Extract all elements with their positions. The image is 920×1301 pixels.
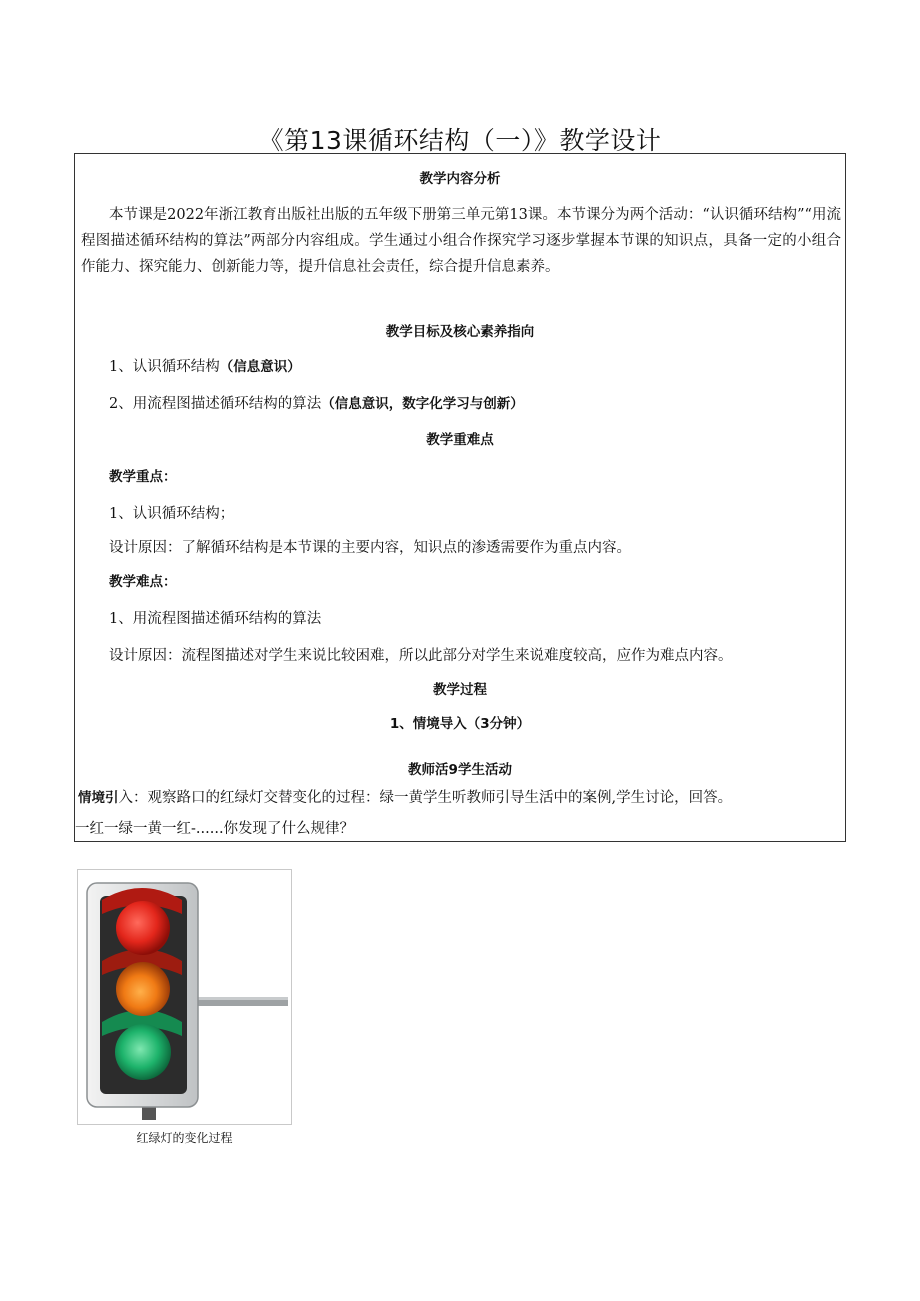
focus-item: 1、认识循环结构； — [109, 506, 235, 522]
difficulty-item: 1、用流程图描述循环结构的算法 — [109, 611, 322, 627]
focus-reason: 设计原因：了解循环结构是本节课的主要内容，知识点的渗透需要作为重点内容。 — [109, 540, 631, 556]
intro-line-2: 一红一绿一黄一红-......你发现了什么规律？ — [75, 821, 355, 837]
objectives-heading: 教学目标及核心素养指向 — [385, 324, 535, 340]
traffic-light-image — [77, 869, 292, 1125]
difficulty-reason: 设计原因：流程图描述对学生来说比较困难，所以此部分对学生来说难度较高，应作为难点内容。 — [109, 648, 733, 664]
objective-item-2-text: 2、用流程图描述循环结构的算法 — [109, 396, 322, 412]
intro-line — [78, 788, 732, 808]
lesson-table — [74, 153, 846, 842]
difficulty-label: 教学难点： — [109, 574, 177, 590]
analysis-heading: 教学内容分析 — [419, 171, 501, 187]
objective-item-1-tag: （信息意识） — [219, 359, 301, 375]
process-step-1: 1、情境导入（3分钟） — [389, 716, 531, 732]
image-caption: 红绿灯的变化过程 — [136, 1131, 233, 1145]
analysis-paragraph: 本节课是2022年浙江教育出版社出版的五年级下册第三单元第13课。本节课分为两个活动：“认识循环结构”“用流程图描述循环结构的算法”两部分内容组成。学生通过小组合作探究学习逐步掌握本节课的知识点，具备一定的小组合作能力、探究能力、创新能力等，提升信息社会责任，综合提升信息素养。 — [81, 207, 841, 275]
objective-item-2 — [109, 394, 524, 414]
traffic-light-illustration — [78, 870, 291, 1124]
objective-item-1 — [109, 357, 301, 377]
focus-label: 教学重点： — [109, 469, 177, 485]
activity-heading: 教师活9学生活动 — [408, 762, 512, 778]
objective-item-1-text: 1、认识循环结构 — [109, 359, 220, 375]
objective-item-2-tag: （信息意识，数字化学习与创新） — [321, 396, 524, 412]
intro-label: 情境引 — [78, 790, 119, 806]
process-heading: 教学过程 — [433, 682, 487, 698]
document-title: 《第13课循环结构（一）》教学设计 — [258, 126, 662, 155]
keypoints-heading: 教学重难点 — [426, 432, 494, 448]
intro-text: 入：观察路口的红绿灯交替变化的过程：绿一黄学生听教师引导生活中的案例,学生讨论，回答。 — [118, 790, 733, 806]
